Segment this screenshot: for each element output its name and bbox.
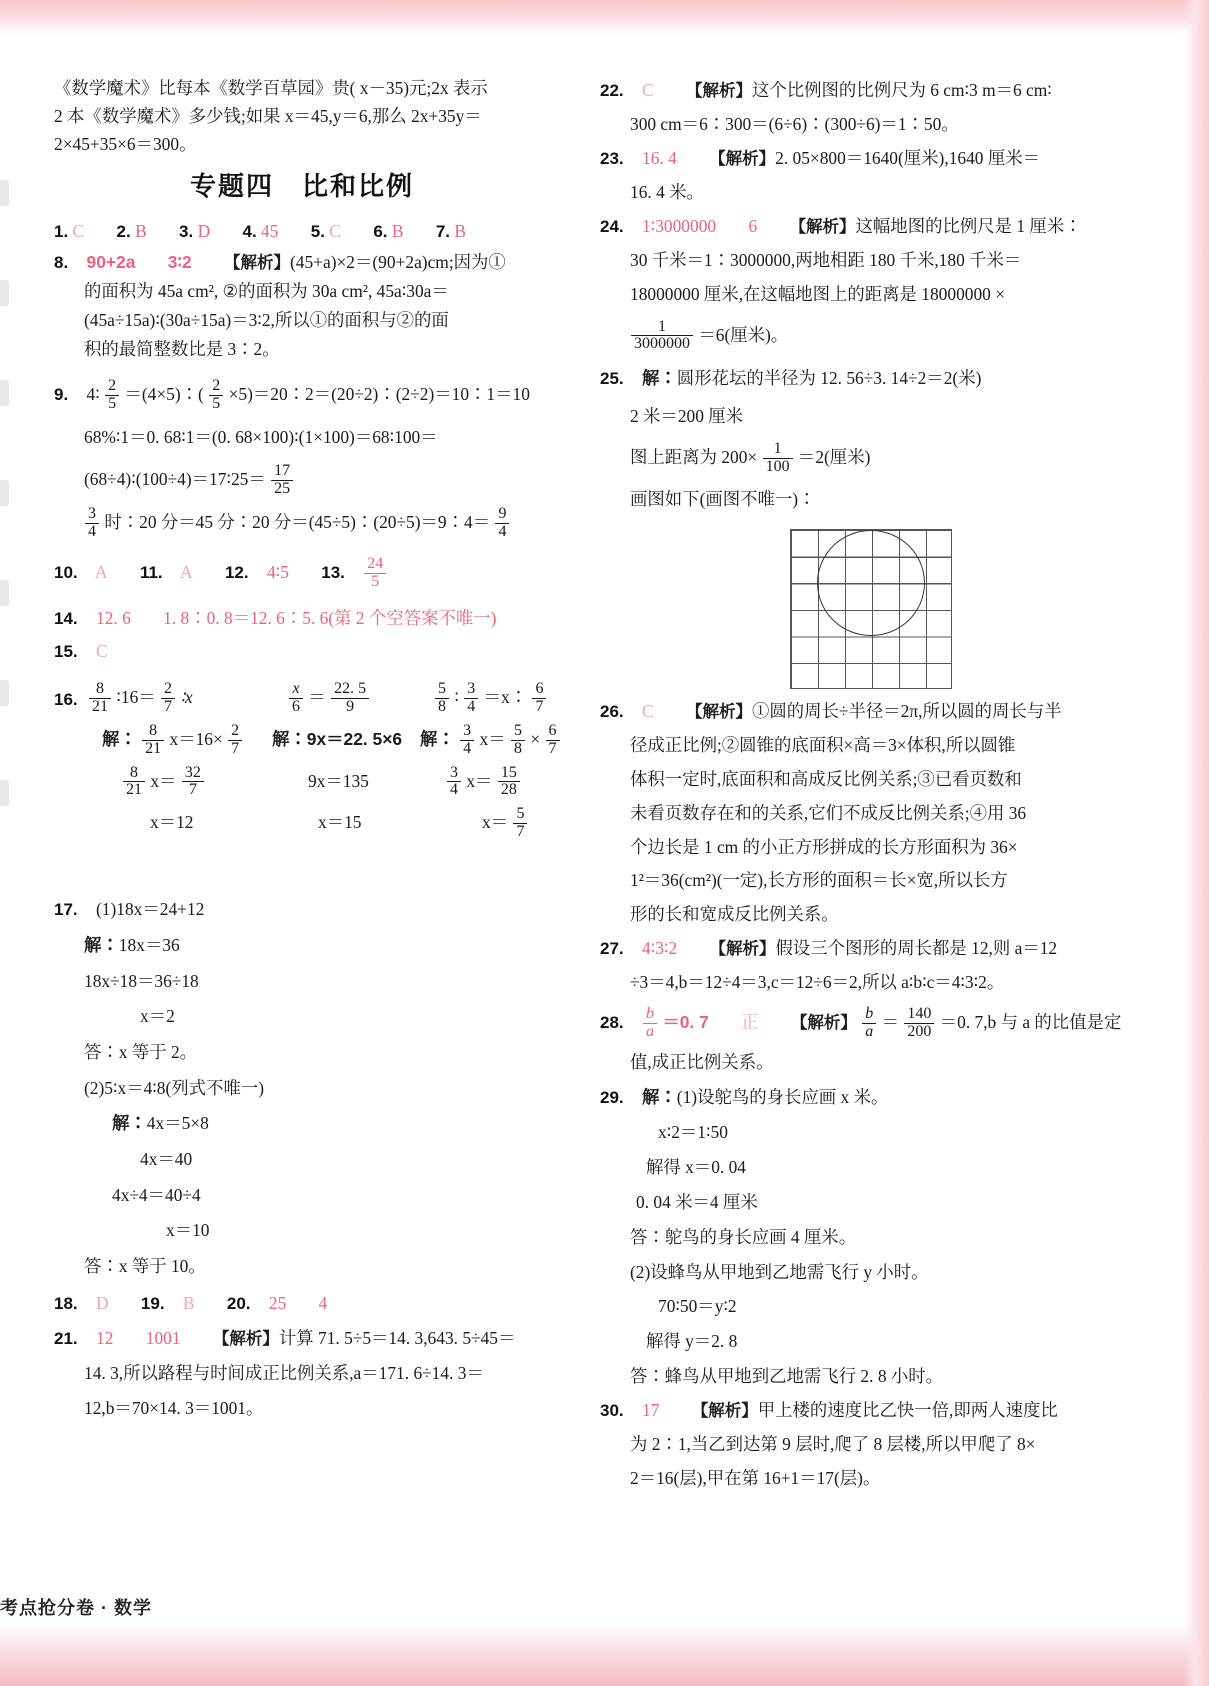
q16-c3-r1-a: ∶ <box>454 687 459 708</box>
fraction-2-5: $\frac{2}{5}$ <box>105 378 119 412</box>
q8-line-4: 积的最简整数比是 3∶2。 <box>84 339 280 360</box>
fraction-140-200: $\frac{140}{200}$ <box>904 1006 934 1040</box>
q8-answer-2: 3∶2 <box>167 251 192 272</box>
fraction-6-7: $\frac{6}{7}$ <box>532 681 546 715</box>
q27-line-2: ÷3＝4,b＝12÷4＝3,c＝12÷6＝2,所以 a∶b∶c＝4∶3∶2。 <box>630 972 1005 993</box>
q25-line-4: 画图如下(画图不唯一)∶ <box>630 489 816 510</box>
q2-number: 2. <box>116 221 131 241</box>
q24-line-3: 18000000 厘米,在这幅地图上的距离是 18000000 × <box>630 283 1006 304</box>
q17-line-3: 18x÷18＝36÷18 <box>84 970 199 991</box>
fraction-1-100: $\frac{1}{100}$ <box>763 441 793 475</box>
q29-line-8: 解得 y＝2. 8 <box>646 1331 738 1352</box>
page-edge-top-decoration <box>0 0 1209 34</box>
q16-c1-r1-b: ∶x <box>180 687 193 708</box>
q25-number: 25. <box>600 368 624 388</box>
q25-jie: 解∶ <box>642 367 677 388</box>
q26-line-6: 1²＝36(cm²)(一定),长方形的面积＝长×宽,所以长方 <box>630 870 1008 891</box>
q29-line-7: 70∶50＝y∶2 <box>658 1296 737 1317</box>
q3-number: 3. <box>179 221 194 241</box>
fraction-2-5-b: $\frac{2}{5}$ <box>209 378 223 412</box>
q22-line-2: 300 cm＝6∶300＝(6÷6)∶(300÷6)＝1∶50。 <box>630 113 959 134</box>
q21-line-3: 12,b＝70×14. 3＝1001。 <box>84 1397 264 1418</box>
q17-line-4: x＝2 <box>140 1006 175 1027</box>
q9-line1-part-a: 4∶ <box>86 383 100 404</box>
fraction-3-4-c: $\frac{3}{4}$ <box>460 723 474 757</box>
q16-c2-r2-text: 解∶9x＝22. 5×6 <box>272 728 403 749</box>
q10-number: 10. <box>54 563 78 583</box>
q16-c3-r2-a: x＝ <box>479 728 506 749</box>
fraction-3-4-b: $\frac{3}{4}$ <box>464 681 478 715</box>
q29-line-1: (1)设鸵鸟的身长应画 x 米。 <box>676 1087 889 1108</box>
q16-column-2 <box>272 677 402 844</box>
q24-line-2: 30 千米＝1∶3000000,两地相距 180 千米,180 千米＝ <box>630 249 1022 270</box>
q27-answer: 4∶3∶2 <box>642 938 678 959</box>
q23-line-1: 2. 05×800＝1640(厘米),1640 厘米＝ <box>775 147 1041 168</box>
q29-line-4: 0. 04 米＝4 厘米 <box>636 1191 758 1212</box>
q20-answer-2: 4 <box>318 1292 328 1313</box>
q30-line-2: 为 2∶1,当乙到达第 9 层时,爬了 8 层楼,所以甲爬了 8× <box>630 1433 1036 1454</box>
intro-line-2: 2 本《数学魔术》多少钱;如果 x＝45,y＝6,那么 2x+35y＝ <box>54 106 482 127</box>
q23-number: 23. <box>600 148 624 168</box>
answer-item-29 <box>600 1080 1120 1394</box>
q16-c3-jie: 解∶ <box>420 728 455 749</box>
q17-jie-2: 解∶ <box>112 1113 147 1134</box>
q17-line-5: 答∶x 等于 2。 <box>84 1042 198 1063</box>
q26-line-7: 形的长和宽成反比例关系。 <box>630 904 839 925</box>
q21-answer-1: 12 <box>96 1328 114 1349</box>
q21-number: 21. <box>54 1329 78 1349</box>
q29-number: 29. <box>600 1088 624 1108</box>
q26-line-1: ①圆的周长÷半径＝2π,所以圆的周长与半 <box>751 700 1062 721</box>
q8-analysis-tag: 【解析】 <box>223 253 290 272</box>
q21-line-2: 14. 3,所以路程与时间成正比例关系,a＝171. 6÷14. 3＝ <box>84 1363 484 1384</box>
q18-number: 18. <box>54 1293 78 1313</box>
q29-jie: 解∶ <box>642 1087 677 1108</box>
q26-answer: C <box>642 700 654 721</box>
q9-line1-part-c: ×5)＝20∶2＝(20÷2)∶(2÷2)＝10∶1＝10 <box>228 383 530 404</box>
q16-c2-r1-a: ＝ <box>308 687 326 708</box>
q16-c3-r3-a: x＝ <box>466 770 493 791</box>
q7-answer: B <box>454 220 466 241</box>
q9-number: 9. <box>54 384 69 404</box>
q14-answer-2: 1. 8∶0. 8＝12. 6∶5. 6(第 2 个空答案不唯一) <box>163 607 497 628</box>
q16-column-3 <box>420 677 561 844</box>
q23-answer: 16. 4 <box>642 147 677 168</box>
q4-number: 4. <box>242 221 257 241</box>
answer-item-16 <box>54 677 557 892</box>
fraction-2-7-b: $\frac{2}{7}$ <box>228 723 242 757</box>
answer-item-9 <box>54 373 550 544</box>
q12-answer: 4∶5 <box>266 562 289 583</box>
q10-answer: A <box>95 562 108 583</box>
figure-grid <box>790 529 952 689</box>
fraction-5-7: $\frac{5}{7}$ <box>513 806 527 840</box>
q24-answer-2: 6 <box>748 215 758 236</box>
q17-line-1: (1)18x＝24+12 <box>96 899 205 920</box>
fraction-6-7-b: $\frac{6}{7}$ <box>546 723 560 757</box>
right-column <box>600 74 1120 1496</box>
q16-c3-r4-a: x＝ <box>482 812 509 833</box>
q24-analysis-tag: 【解析】 <box>789 217 856 236</box>
q15-number: 15. <box>54 641 78 661</box>
answer-item-14 <box>54 602 550 635</box>
fraction-17-25: $\frac{17}{25}$ <box>271 463 293 497</box>
q16-c1-r2-a: x＝16× <box>169 728 223 749</box>
q27-analysis-tag: 【解析】 <box>709 940 776 959</box>
q17-line-6: (2)5∶x＝4∶8(列式不唯一) <box>84 1077 265 1098</box>
q27-number: 27. <box>600 939 624 959</box>
intro-line-1: 《数学魔术》比每本《数学百草园》贵( x－35)元;2x 表示 <box>54 78 488 98</box>
page-footer: 考点抢分卷 · 数学 <box>0 1598 152 1618</box>
q11-number: 11. <box>139 563 163 583</box>
q21-analysis-tag: 【解析】 <box>212 1330 279 1349</box>
q28-expr-b: ＝0. 7,b 与 a 的比值是定 <box>939 1012 1122 1033</box>
q24-answer-1: 1∶3000000 <box>642 215 717 236</box>
q26-line-5: 个边长是 1 cm 的小正方形拼成的长方形面积为 36× <box>630 836 1018 857</box>
q27-line-1: 假设三个图形的周长都是 12,则 a＝12 <box>775 938 1058 959</box>
answer-item-24 <box>600 210 1120 359</box>
q24-number: 24. <box>600 216 624 236</box>
q16-c3-r1-b: ＝x∶ <box>483 687 528 708</box>
q9-line4-part-a: 时∶20 分＝45 分∶20 分＝(45÷5)∶(20÷5)＝9∶4＝ <box>104 511 491 532</box>
q16-c1-r4: x＝12 <box>150 812 194 833</box>
fraction-8-21-b: $\frac{8}{21}$ <box>142 723 164 757</box>
q28-answer-equals: ＝0. 7 <box>662 1012 709 1033</box>
fraction-9-4: $\frac{9}{4}$ <box>495 506 509 540</box>
q28-answer-fraction: $\frac{b}{a}$ <box>643 1006 657 1040</box>
q25-line3-part-b: ＝2(厘米) <box>797 447 871 468</box>
q6-answer: B <box>391 220 404 241</box>
answer-item-30 <box>600 1394 1120 1496</box>
q16-number: 16. <box>54 690 78 710</box>
q8-answer-1: 90+2a <box>86 251 136 272</box>
q28-analysis-tag: 【解析】 <box>790 1014 857 1033</box>
q19-number: 19. <box>140 1293 165 1313</box>
q28-answer-2: 正 <box>741 1012 759 1033</box>
fraction-3-4-d: $\frac{3}{4}$ <box>447 765 461 799</box>
q12-number: 12. <box>224 563 249 583</box>
answer-item-15 <box>54 635 550 668</box>
q16-c2-r3: 9x＝135 <box>308 770 369 791</box>
q8-line-1: (45+a)×2＝(90+2a)cm;因为① <box>289 251 506 272</box>
fraction-8-21: $\frac{8}{21}$ <box>89 681 111 715</box>
answer-item-23 <box>600 142 1120 210</box>
q26-line-2: 径成正比例;②圆锥的底面积×高＝3×体积,所以圆锥 <box>630 734 1016 755</box>
page-edge-bottom-decoration <box>0 1624 1209 1686</box>
q1-number: 1. <box>54 221 69 241</box>
q16-c1-jie: 解∶ <box>102 728 137 749</box>
q28-expr-a: ＝ <box>881 1012 900 1033</box>
q16-c2-r4: x＝15 <box>318 812 362 833</box>
q29-line-2: x∶2＝1∶50 <box>658 1122 728 1143</box>
q14-answer-1: 12. 6 <box>96 607 131 628</box>
q3-answer: D <box>197 220 211 241</box>
fraction-22p5-9: $\frac{22. 5}{9}$ <box>331 681 369 715</box>
q17-line-10: x＝10 <box>166 1220 210 1241</box>
fraction-8-21-c: $\frac{8}{21}$ <box>123 765 145 799</box>
q15-answer: C <box>96 640 108 661</box>
q4-answer: 45 <box>261 220 279 241</box>
q9-line3-part-a: (68÷4)∶(100÷4)＝17∶25＝ <box>84 469 266 490</box>
fraction-1-3000000: $\frac{1}{3000000}$ <box>631 319 693 353</box>
answers-10-13 <box>54 552 550 592</box>
fraction-3-4: $\frac{3}{4}$ <box>85 506 99 540</box>
q20-answer-1: 25 <box>268 1292 287 1313</box>
fraction-b-a: $\frac{b}{a}$ <box>862 1006 876 1040</box>
answer-item-27 <box>600 932 1120 1000</box>
q22-line-1: 这个比例图的比例尺为 6 cm∶3 m＝6 cm∶ <box>751 80 1052 100</box>
q20-number: 20. <box>226 1293 251 1313</box>
q14-number: 14. <box>54 608 78 628</box>
q18-answer: D <box>96 1292 109 1313</box>
q17-jie-1: 解∶ <box>84 935 119 955</box>
q9-line-2: 68%∶1＝0. 68∶1＝(0. 68×100)∶(1×100)＝68∶100＝ <box>84 426 438 447</box>
q24-line-1: 这幅地图的比例尺是 1 厘米∶ <box>855 215 1082 236</box>
q17-line-8: 4x＝40 <box>140 1149 193 1170</box>
q8-number: 8. <box>54 252 69 272</box>
fraction-15-28: $\frac{15}{28}$ <box>498 765 520 799</box>
fraction-5-8-b: $\frac{5}{8}$ <box>511 723 525 757</box>
q25-line3-part-a: 图上距离为 200× <box>630 447 758 468</box>
q16-column-1 <box>88 677 243 844</box>
q23-line-2: 16. 4 米。 <box>630 181 704 202</box>
q26-line-3: 体积一定时,底面积和高成反比例关系;③已看页数和 <box>630 768 1022 789</box>
q22-analysis-tag: 【解析】 <box>685 82 752 100</box>
q30-line-3: 2＝16(层),甲在第 16+1＝17(层)。 <box>630 1467 881 1488</box>
answer-item-17 <box>54 892 550 1285</box>
q29-line-5: 答∶鸵鸟的身长应画 4 厘米。 <box>630 1226 857 1247</box>
q13-number: 13. <box>321 563 345 583</box>
q16-c3-r2-b: × <box>530 728 541 749</box>
q16-c1-r3-a: x＝ <box>150 770 177 791</box>
q23-analysis-tag: 【解析】 <box>709 149 776 168</box>
q21-line-1: 计算 71. 5÷5＝14. 3,643. 5÷45＝ <box>278 1328 516 1349</box>
q17-line-7: 4x＝5×8 <box>146 1113 209 1134</box>
q1-answer: C <box>72 220 85 241</box>
q28-number: 28. <box>600 1013 624 1033</box>
q5-answer: C <box>329 220 341 241</box>
fraction-x-6: $\frac{x}{6}$ <box>289 681 303 715</box>
page-edge-left-marks <box>0 180 14 1480</box>
q29-line-6: (2)设蜂鸟从甲地到乙地需飞行 y 小时。 <box>630 1261 929 1282</box>
fraction-2-7: $\frac{2}{7}$ <box>161 681 175 715</box>
q17-line-9: 4x÷4＝40÷4 <box>112 1184 201 1205</box>
answer-item-22 <box>600 74 1120 142</box>
q22-answer: C <box>642 80 654 100</box>
answers-1-7 <box>54 215 550 248</box>
q16-c1-r1-a: ∶16＝ <box>116 687 156 708</box>
answer-item-28 <box>600 1000 1120 1080</box>
page-edge-right-decoration <box>1183 0 1209 1686</box>
q19-answer: B <box>182 1292 195 1313</box>
intro-line-3: 2×45+35×6＝300。 <box>54 134 197 155</box>
answer-item-25 <box>600 359 1120 689</box>
answer-item-21 <box>54 1321 550 1425</box>
section-title: 专题四 比和比例 <box>189 170 414 201</box>
q26-number: 26. <box>600 701 624 721</box>
q29-line-3: 解得 x＝0. 04 <box>646 1157 746 1178</box>
q17-line-2: 18x＝36 <box>118 935 180 955</box>
q2-answer: B <box>135 220 147 241</box>
q25-line-2: 2 米＝200 厘米 <box>630 405 744 426</box>
q22-number: 22. <box>600 81 624 100</box>
answer-item-26 <box>600 695 1120 933</box>
q5-number: 5. <box>310 221 325 241</box>
answers-18-20 <box>54 1285 550 1322</box>
answer-item-8 <box>54 248 550 364</box>
q9-line1-part-b: ＝(4×5)∶( <box>124 383 204 404</box>
q30-answer: 17 <box>642 1399 660 1420</box>
q26-analysis-tag: 【解析】 <box>685 702 752 721</box>
q17-number: 17. <box>54 900 78 920</box>
left-column <box>54 74 557 1425</box>
q30-line-1: 甲上楼的速度比乙快一倍,即两人速度比 <box>757 1399 1058 1420</box>
q28-line-2: 值,成正比例关系。 <box>630 1052 774 1073</box>
fraction-32-7: $\frac{32}{7}$ <box>182 765 204 799</box>
figure-circle <box>817 530 925 636</box>
q16-c2-r2 <box>272 719 402 761</box>
q25-line-1: 圆形花坛的半径为 12. 56÷3. 14÷2＝2(米) <box>676 367 982 388</box>
q6-number: 6. <box>373 221 388 241</box>
q30-number: 30. <box>600 1400 624 1420</box>
q17-line-11: 答∶x 等于 10。 <box>84 1256 206 1277</box>
q8-line-2: 的面积为 45a cm², ②的面积为 30a cm², 45a∶30a＝ <box>84 281 449 302</box>
q7-number: 7. <box>435 221 451 241</box>
q13-answer-fraction: $\frac{24}{5}$ <box>364 556 386 590</box>
q8-line-3: (45a÷15a)∶(30a÷15a)＝3∶2,所以①的面积与②的面 <box>84 310 449 331</box>
q24-line-4: ＝6(厘米)。 <box>698 324 789 345</box>
grid-circle-figure <box>790 529 1120 689</box>
q11-answer: A <box>180 562 193 583</box>
q26-line-4: 未看页数存在和的关系,它们不成反比例关系;④用 36 <box>630 802 1027 823</box>
q21-answer-2: 1001 <box>145 1328 181 1349</box>
q30-analysis-tag: 【解析】 <box>691 1401 758 1420</box>
q29-line-9: 答∶蜂鸟从甲地到乙地需飞行 2. 8 小时。 <box>630 1365 944 1386</box>
fraction-5-8: $\frac{5}{8}$ <box>435 681 449 715</box>
intro-paragraph <box>54 74 550 159</box>
